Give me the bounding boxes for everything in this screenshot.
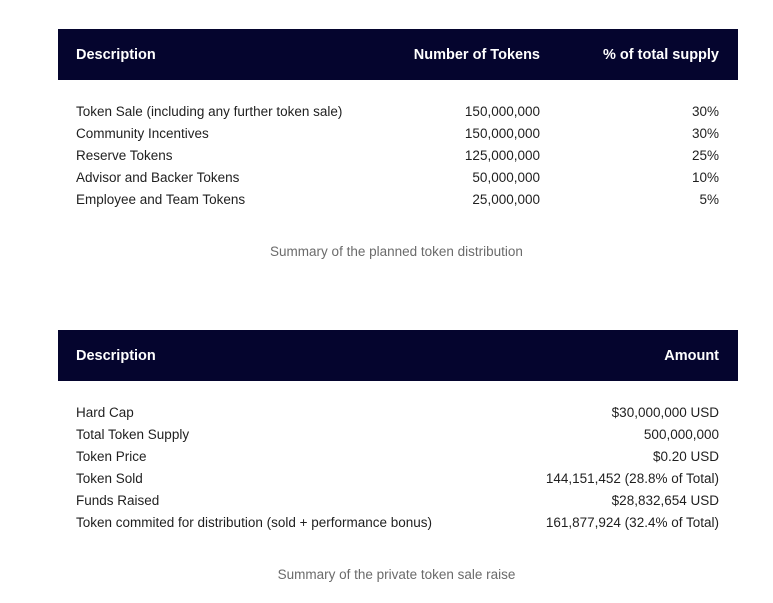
row-amount: 161,877,924 (32.4% of Total) [545, 514, 719, 530]
row-tokens: 150,000,000 [464, 125, 540, 141]
header-description: Description [76, 347, 156, 364]
table-row [76, 122, 719, 144]
private-sale-body [58, 381, 738, 533]
header-amount: Amount [664, 347, 719, 364]
row-description: Funds Raised [76, 492, 160, 508]
table-row [76, 100, 719, 122]
private-sale-header [58, 330, 738, 381]
header-description: Description [76, 46, 156, 63]
table-row [76, 467, 719, 489]
table-row [76, 401, 719, 423]
row-percent: 10% [691, 169, 719, 185]
table-row [76, 166, 719, 188]
private-sale-caption: Summary of the private token sale raise [277, 567, 516, 582]
token-distribution-caption: Summary of the planned token distribution [270, 244, 523, 259]
table-row [76, 188, 719, 210]
row-tokens: 25,000,000 [472, 191, 540, 207]
row-tokens: 50,000,000 [472, 169, 540, 185]
row-amount: 144,151,452 (28.8% of Total) [545, 470, 719, 486]
row-description: Advisor and Backer Tokens [76, 169, 240, 185]
row-description: Token commited for distribution (sold + performance bonus) [76, 514, 433, 530]
table-row [76, 144, 719, 166]
row-tokens: 125,000,000 [464, 147, 540, 163]
header-percent-of-supply: % of total supply [603, 46, 719, 63]
row-description: Token Sold [76, 470, 143, 486]
row-amount: $0.20 USD [652, 448, 719, 464]
row-description: Employee and Team Tokens [76, 191, 246, 207]
table-row [76, 445, 719, 467]
row-description: Reserve Tokens [76, 147, 173, 163]
row-amount: $28,832,654 USD [611, 492, 719, 508]
table-row [76, 511, 719, 533]
row-percent: 5% [699, 191, 719, 207]
row-description: Total Token Supply [76, 426, 190, 442]
token-distribution-body [58, 80, 738, 210]
private-sale-table [58, 330, 738, 533]
row-percent: 30% [691, 125, 719, 141]
row-description: Token Price [76, 448, 147, 464]
token-distribution-table [58, 29, 738, 210]
table-row [76, 489, 719, 511]
row-description: Hard Cap [76, 404, 134, 420]
table-row [76, 423, 719, 445]
row-percent: 30% [691, 103, 719, 119]
row-amount: $30,000,000 USD [611, 404, 719, 420]
row-percent: 25% [691, 147, 719, 163]
header-number-of-tokens: Number of Tokens [413, 46, 540, 63]
row-description: Community Incentives [76, 125, 209, 141]
row-description: Token Sale (including any further token sale) [76, 103, 343, 119]
token-distribution-header [58, 29, 738, 80]
row-tokens: 150,000,000 [464, 103, 540, 119]
row-amount: 500,000,000 [643, 426, 719, 442]
